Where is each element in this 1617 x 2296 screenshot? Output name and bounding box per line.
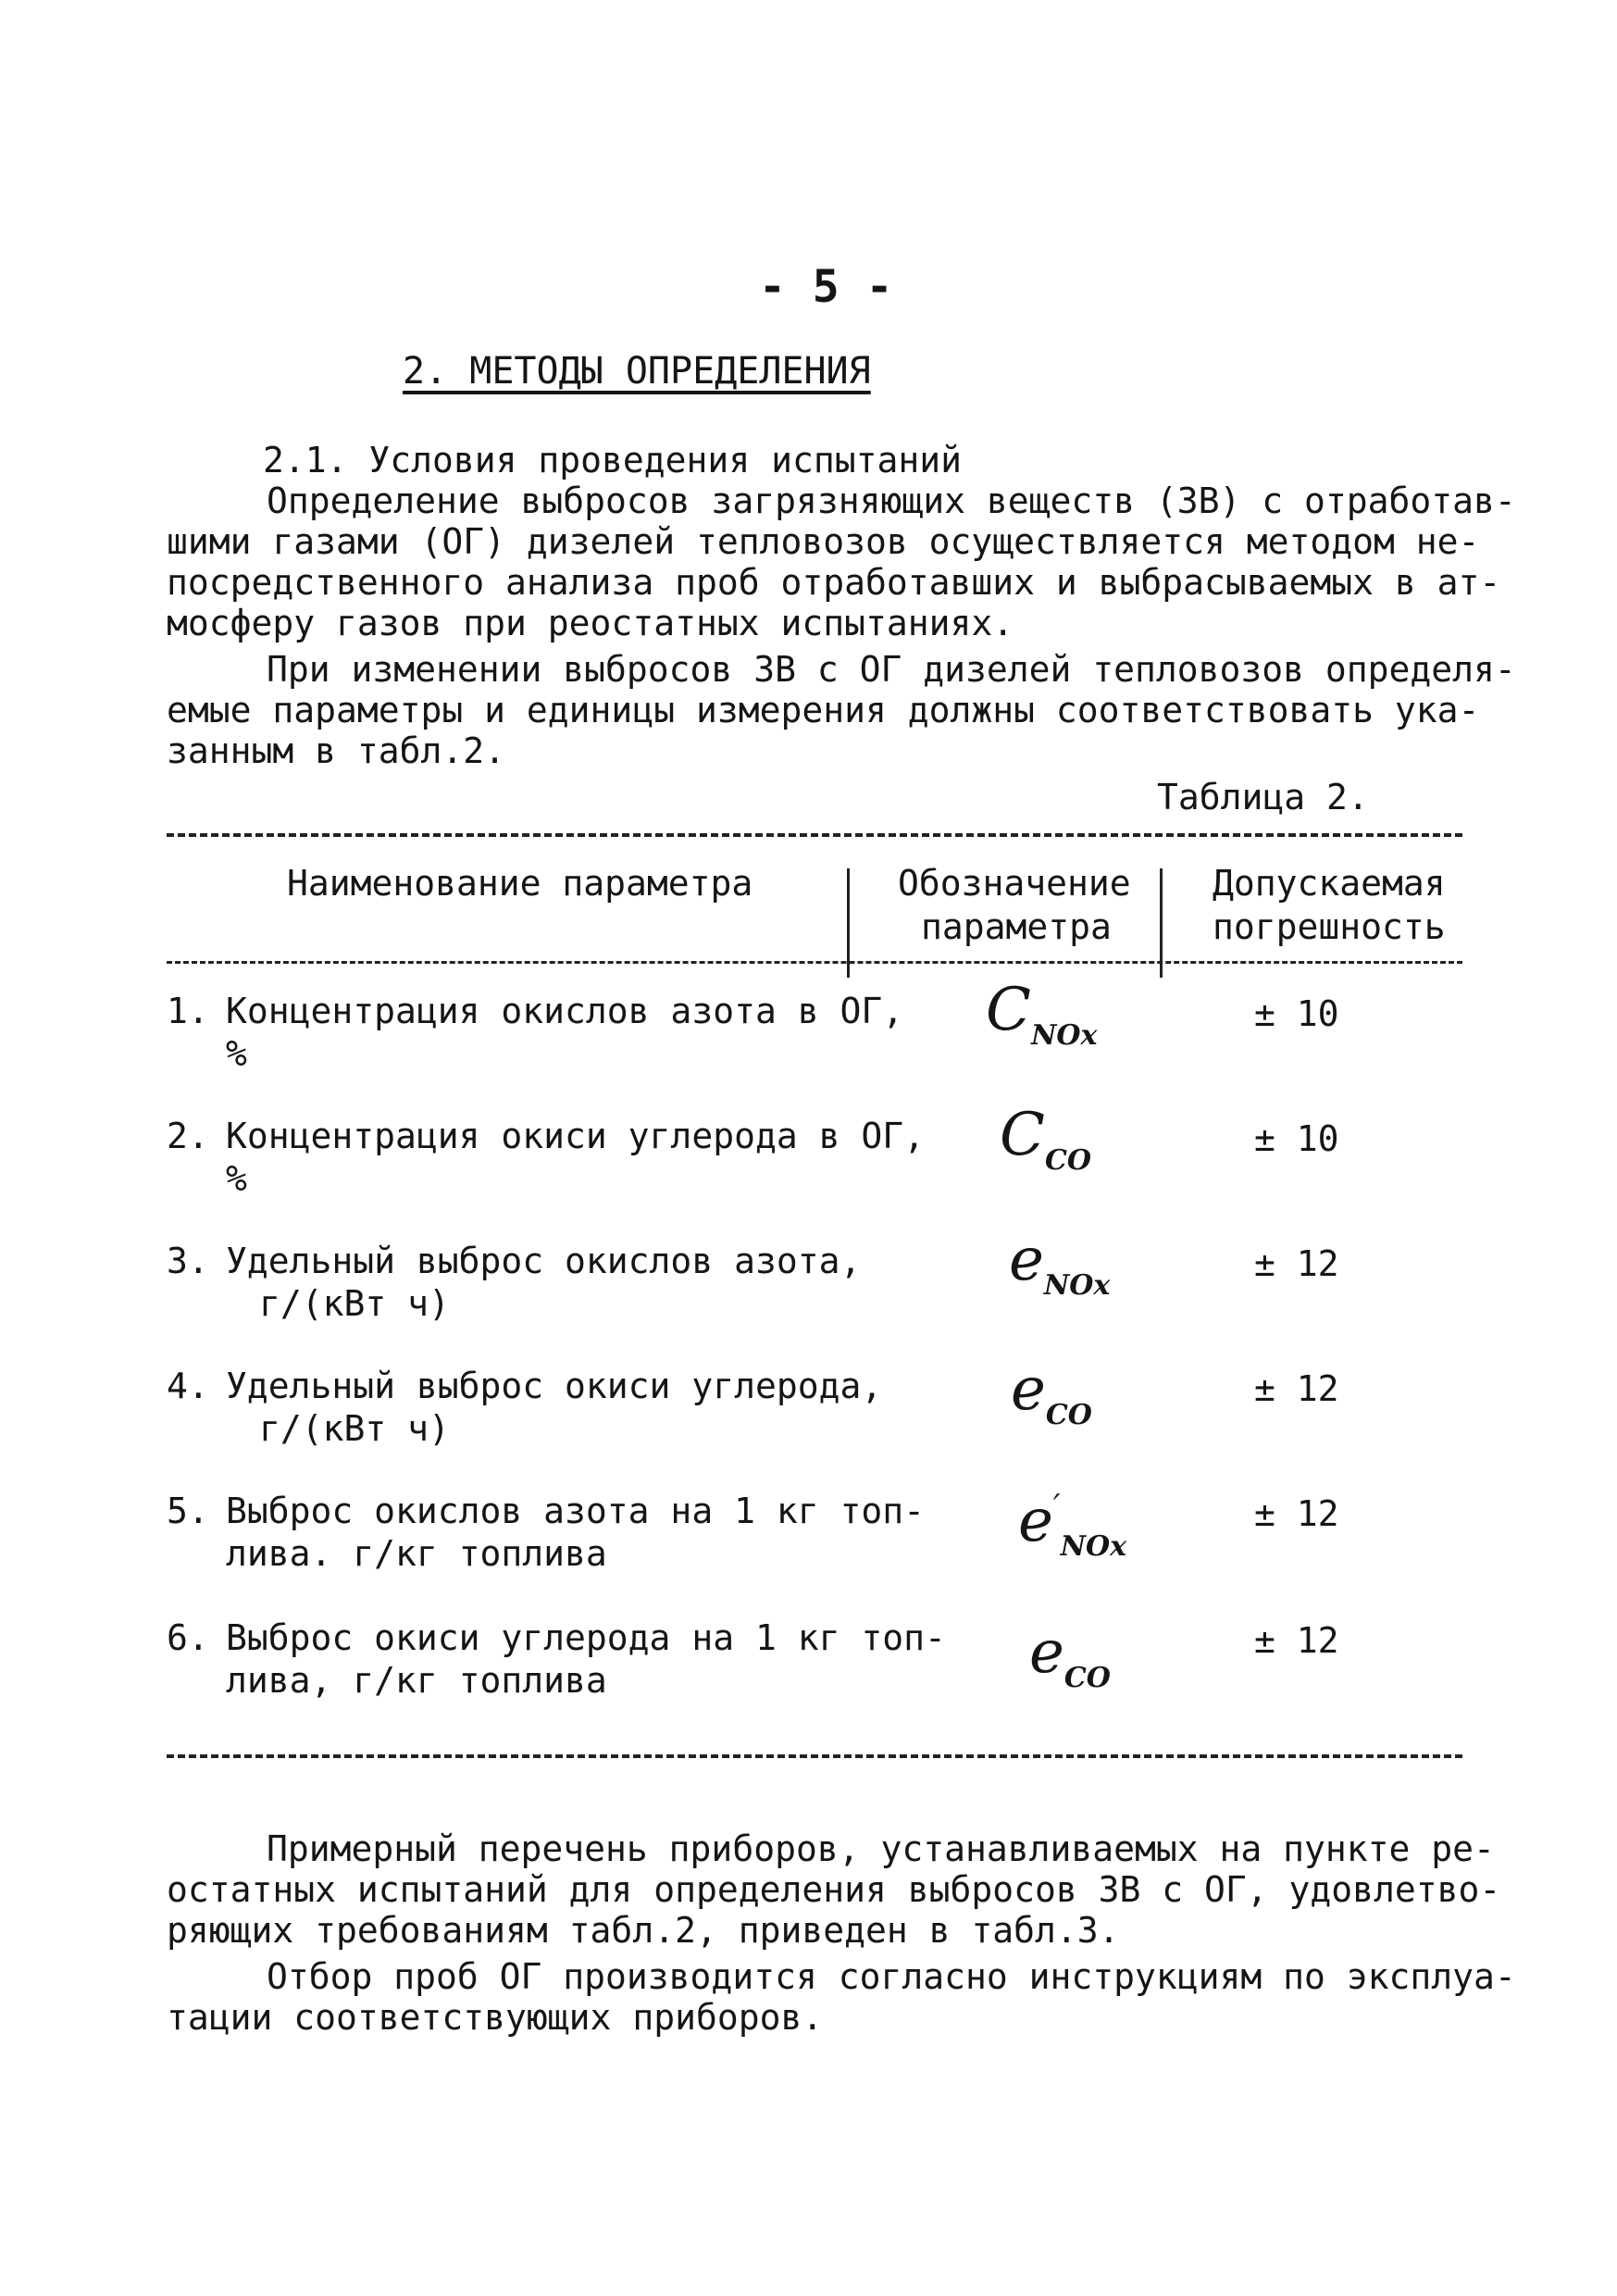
paragraph-line: Отбор проб ОГ производится согласно инструкциям по эксплуа- bbox=[267, 1956, 1516, 1997]
header-symbol: Обозначение bbox=[898, 863, 1131, 904]
table-top-rule bbox=[167, 833, 1462, 837]
row-parameter-name: Выброс окиси углерода на 1 кг топ- bbox=[226, 1617, 946, 1658]
paragraph-line: При изменении выбросов ЗВ с ОГ дизелей тепловозов определя- bbox=[267, 649, 1516, 690]
row-symbol: $e_{NOx}$ bbox=[1009, 1226, 1111, 1302]
paragraph-line: Определение выбросов загрязняющих веществ (ЗВ) с отработав- bbox=[267, 480, 1516, 521]
row-symbol: $C_{NOx}$ bbox=[986, 976, 1098, 1052]
row-parameter-unit: % bbox=[226, 1158, 247, 1199]
row-parameter-unit: лива. г/кг топлива bbox=[226, 1533, 607, 1574]
row-parameter-name: Удельный выброс окислов азота, bbox=[226, 1241, 862, 1281]
paragraph-line: Примерный перечень приборов, устанавливаемых на пункте ре- bbox=[267, 1828, 1495, 1869]
row-parameter-name: Концентрация окислов азота в ОГ, bbox=[226, 991, 904, 1031]
paragraph-line: шими газами (ОГ) дизелей тепловозов осуществляется методом не- bbox=[167, 521, 1480, 562]
header-tolerance: Допускаемая bbox=[1213, 863, 1446, 904]
row-symbol: $e_{CO}$ bbox=[1029, 1618, 1111, 1694]
page-number: - 5 - bbox=[759, 261, 893, 313]
row-number: 5. bbox=[167, 1491, 209, 1531]
row-parameter-name: Удельный выброс окиси углерода, bbox=[226, 1366, 883, 1406]
paragraph-line: остатных испытаний для определения выбросов ЗВ с ОГ, удовлетво- bbox=[167, 1869, 1501, 1910]
section-heading: 2. МЕТОДЫ ОПРЕДЕЛЕНИЯ bbox=[403, 350, 871, 393]
row-parameter-unit: г/(кВт ч) bbox=[259, 1408, 450, 1449]
row-tolerance: ± 12 bbox=[1254, 1620, 1339, 1661]
row-tolerance: ± 12 bbox=[1254, 1243, 1339, 1284]
row-parameter-unit: % bbox=[226, 1033, 247, 1074]
row-parameter-name: Выброс окислов азота на 1 кг топ- bbox=[226, 1491, 925, 1531]
row-symbol: $e'_{NOx}$ bbox=[1018, 1487, 1127, 1563]
row-tolerance: ± 10 bbox=[1254, 1118, 1339, 1159]
row-number: 2. bbox=[167, 1116, 209, 1156]
row-parameter-unit: г/(кВт ч) bbox=[259, 1283, 450, 1324]
row-parameter-name: Концентрация окиси углерода в ОГ, bbox=[226, 1116, 925, 1156]
table-bottom-rule bbox=[167, 1754, 1462, 1758]
row-symbol: $C_{CO}$ bbox=[1000, 1101, 1091, 1177]
row-tolerance: ± 10 bbox=[1254, 993, 1339, 1034]
row-number: 1. bbox=[167, 991, 209, 1031]
paragraph-line: занным в табл.2. bbox=[167, 730, 506, 771]
row-parameter-unit: лива, г/кг топлива bbox=[226, 1660, 607, 1701]
row-number: 4. bbox=[167, 1366, 209, 1406]
subsection-heading: 2.1. Условия проведения испытаний bbox=[263, 440, 962, 480]
row-tolerance: ± 12 bbox=[1254, 1493, 1339, 1534]
header-parameter-name: Наименование параметра bbox=[287, 863, 753, 904]
table-caption: Таблица 2. bbox=[1157, 777, 1369, 817]
paragraph-line: посредственного анализа проб отработавших и выбрасываемых в ат- bbox=[167, 562, 1501, 603]
row-number: 3. bbox=[167, 1241, 209, 1281]
header-tolerance-line2: погрешность bbox=[1213, 906, 1446, 947]
row-number: 6. bbox=[167, 1617, 209, 1658]
table-header-rule bbox=[167, 961, 1462, 964]
row-tolerance: ± 12 bbox=[1254, 1368, 1339, 1409]
row-symbol: $e_{CO}$ bbox=[1011, 1355, 1092, 1431]
paragraph-line: ряющих требованиям табл.2, приведен в табл.3. bbox=[167, 1910, 1120, 1951]
header-symbol-line2: параметра bbox=[921, 906, 1112, 947]
paragraph-line: тации соответствующих приборов. bbox=[167, 1997, 824, 2038]
paragraph-line: емые параметры и единицы измерения должны соответствовать ука- bbox=[167, 690, 1480, 730]
paragraph-line: мосферу газов при реостатных испытаниях. bbox=[167, 603, 1014, 643]
